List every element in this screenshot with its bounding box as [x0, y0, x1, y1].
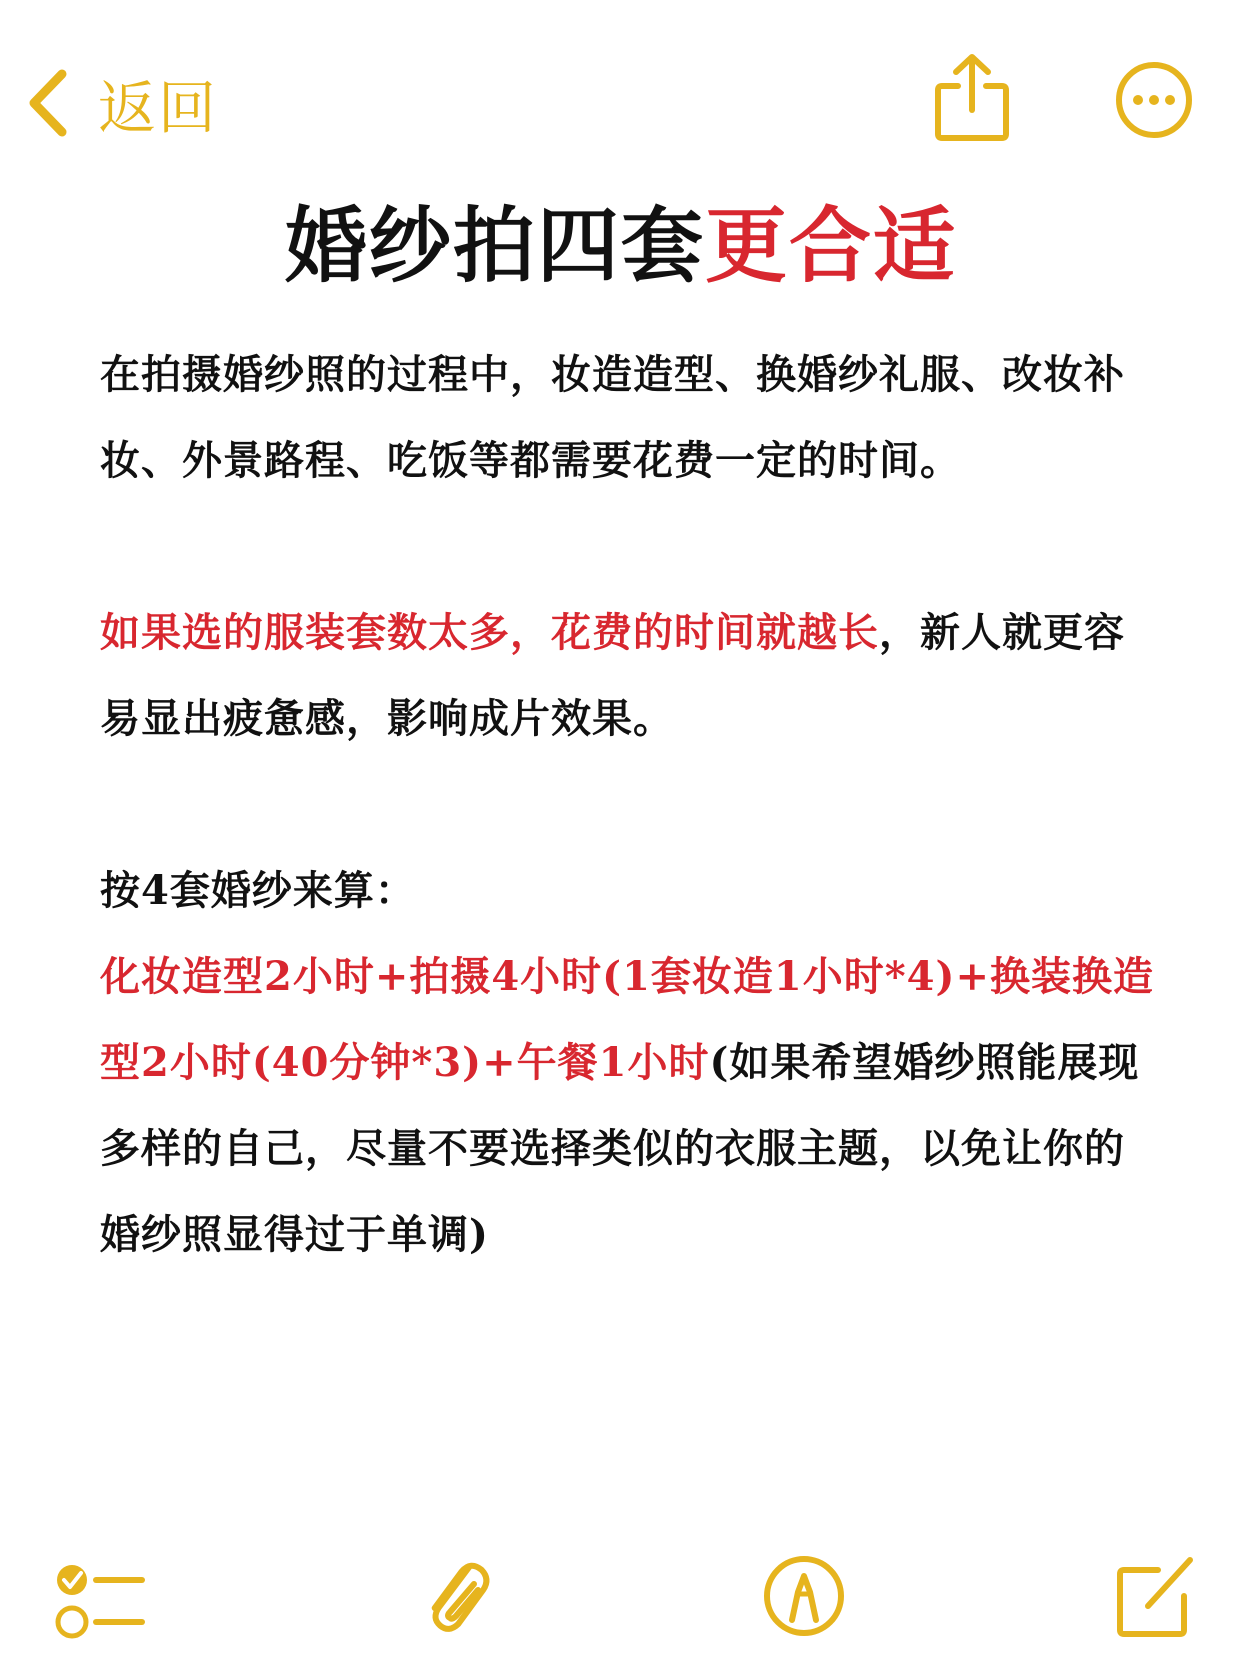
- attachment-button[interactable]: [418, 1554, 498, 1648]
- title-red-part: 更合适: [705, 198, 958, 294]
- checklist-button[interactable]: [54, 1560, 146, 1646]
- compose-icon: [1114, 1550, 1198, 1638]
- back-button[interactable]: [28, 58, 218, 148]
- share-button[interactable]: [934, 52, 1010, 142]
- paragraph-fatigue: [100, 590, 1160, 762]
- paragraph-time-cost: 在拍摄婚纱照的过程中，妆造造型、换婚纱礼服、改妆补妆、外景路程、吃饭等都需要花费一定的时间。: [100, 351, 1125, 484]
- title-black-part: 婚纱拍四套: [284, 198, 705, 294]
- more-button[interactable]: [1114, 60, 1194, 140]
- markup-button[interactable]: [762, 1554, 846, 1642]
- highlight-text: 化妆造型2小时+拍摄4小时(1套妆造1小时*4)+换装换造型2小时(40分钟*3)+午餐1小时: [100, 953, 1154, 1086]
- paragraph-heading: 按4套婚纱来算：: [100, 867, 416, 914]
- paragraph-schedule: [100, 934, 1160, 1278]
- more-icon: [1114, 60, 1194, 140]
- body-text: ，新人就更容易显出疲惫感，影响成片效果。: [100, 609, 1125, 742]
- navigation-bar: [0, 0, 1242, 200]
- bottom-toolbar: [0, 1540, 1242, 1660]
- checklist-icon: [54, 1560, 146, 1642]
- share-icon: [934, 52, 1010, 142]
- chevron-left-icon: [28, 68, 68, 138]
- paperclip-icon: [418, 1554, 498, 1644]
- compose-button[interactable]: [1114, 1550, 1198, 1642]
- back-label: 返回: [98, 74, 219, 142]
- body-text: (如果希望婚纱照能展现多样的自己，尽量不要选择类似的衣服主题，以免让你的婚纱照显得过于单调): [100, 1039, 1140, 1258]
- note-body: [100, 332, 1160, 1278]
- highlight-text: 如果选的服装套数太多，花费的时间就越长: [100, 609, 879, 656]
- note-title: [0, 196, 1242, 296]
- markup-pen-icon: [762, 1554, 846, 1638]
